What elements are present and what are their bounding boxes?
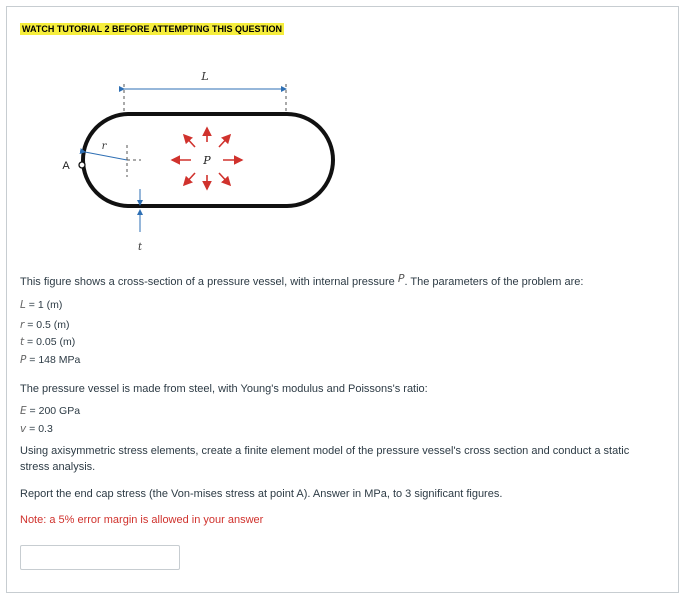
thickness-dimension <box>138 189 143 253</box>
label-r: r <box>101 141 107 152</box>
param-P: P = 148 MPa <box>20 354 81 366</box>
point-A-marker <box>79 162 85 168</box>
report-text: Report the end cap stress (the Von-mises stress at point A). Answer in MPa, to 3 significant figures. <box>20 488 503 500</box>
question-card <box>6 6 679 593</box>
intro-text: This figure shows a cross-section of a pressure vessel, with internal pressure P. The parameters of the problem are: <box>20 272 584 288</box>
pressure-vessel-figure <box>47 59 347 269</box>
label-t: t <box>137 242 143 253</box>
param-L: L = 1 (m) <box>20 299 63 311</box>
radius-dimension <box>85 141 141 177</box>
param-t: t = 0.05 (m) <box>20 336 76 348</box>
label-L: L <box>201 70 209 83</box>
param-r: r = 0.5 (m) <box>20 319 70 331</box>
material-intro: The pressure vessel is made from steel, with Young's modulus and Poissons's ratio: <box>20 383 428 395</box>
instruction-text: Using axisymmetric stress elements, create a finite element model of the pressure vessel's cross section and conduct a static stress analysis. <box>20 445 630 473</box>
param-v: v = 0.3 <box>20 423 53 435</box>
label-P: P <box>203 154 211 167</box>
answer-input[interactable] <box>20 545 180 570</box>
length-dimension <box>124 70 286 111</box>
error-margin-note: Note: a 5% error margin is allowed in your answer <box>20 514 264 526</box>
label-A: A <box>62 160 70 172</box>
tutorial-notice: WATCH TUTORIAL 2 BEFORE ATTEMPTING THIS QUESTION <box>22 24 283 34</box>
pressure-symbol: P <box>397 272 405 285</box>
param-E: E = 200 GPa <box>20 405 81 417</box>
